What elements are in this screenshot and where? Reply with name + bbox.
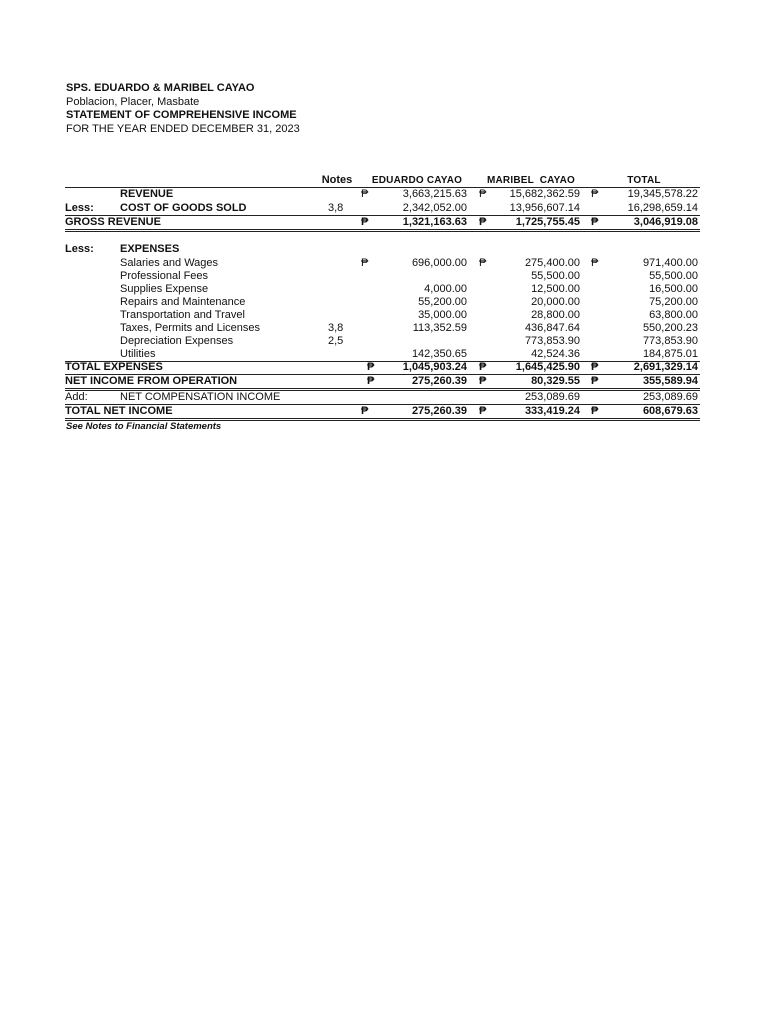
peso-symbol: ₱ [591,216,599,228]
peso-symbol: ₱ [367,361,375,373]
value-total: 3,046,919.08 [633,216,698,228]
entity-name: SPS. EDUARDO & MARIBEL CAYAO [66,82,255,94]
value-total: 773,853.90 [642,335,698,347]
row-label: EXPENSES [120,243,180,255]
rule-after-gross [65,229,700,232]
value-maribel: 1,725,755.45 [515,216,580,228]
value-total: 19,345,578.22 [627,188,698,200]
peso-symbol: ₱ [591,257,599,269]
value-total: 75,200.00 [649,296,698,308]
peso-symbol: ₱ [361,188,369,200]
footnote: See Notes to Financial Statements [66,421,222,432]
row-label: TOTAL EXPENSES [65,361,163,373]
value-eduardo: 1,321,163.63 [402,216,467,228]
value-maribel: 80,329.55 [531,375,580,387]
column-header-total: TOTAL [627,175,661,186]
value-total: 608,679.63 [642,405,698,417]
value-maribel: 333,419.24 [524,405,580,417]
row-label: Depreciation Expenses [120,335,234,347]
value-eduardo: 35,000.00 [418,309,467,321]
row-notes: 3,8 [328,322,344,334]
value-maribel: 15,682,362.59 [509,188,580,200]
row-label: GROSS REVENUE [65,216,161,228]
peso-symbol: ₱ [479,188,487,200]
row-label: Supplies Expense [120,283,209,295]
peso-symbol: ₱ [479,257,487,269]
peso-symbol: ₱ [591,361,599,373]
peso-symbol: ₱ [479,405,487,417]
value-maribel: 1,645,425.90 [515,361,580,373]
value-eduardo: 4,000.00 [424,283,467,295]
value-total: 2,691,329.14 [633,361,698,373]
value-eduardo: 275,260.39 [411,405,467,417]
row-label: NET INCOME FROM OPERATION [65,375,238,387]
row-label: COST OF GOODS SOLD [120,202,247,214]
value-maribel: 12,500.00 [531,283,580,295]
row-notes: 2,5 [328,335,344,347]
row-label: NET COMPENSATION INCOME [120,391,281,403]
peso-symbol: ₱ [361,405,369,417]
value-total: 355,589.94 [642,375,698,387]
value-total: 253,089.69 [642,391,698,403]
income-statement-table [65,174,700,424]
value-maribel: 13,956,607.14 [509,202,580,214]
statement-period: FOR THE YEAR ENDED DECEMBER 31, 2023 [66,123,300,135]
value-maribel: 20,000.00 [531,296,580,308]
row-label: Professional Fees [120,270,209,282]
value-maribel: 55,500.00 [531,270,580,282]
row-notes: 3,8 [328,202,344,214]
value-total: 184,875.01 [642,348,698,360]
peso-symbol: ₱ [361,257,369,269]
value-maribel: 253,089.69 [524,391,580,403]
value-total: 55,500.00 [649,270,698,282]
value-maribel: 773,853.90 [524,335,580,347]
value-total: 16,500.00 [649,283,698,295]
row-prefix: Less: [65,202,94,214]
row-prefix: Less: [65,243,94,255]
peso-symbol: ₱ [367,375,375,387]
row-prefix: Add: [65,391,88,403]
row-label: Transportation and Travel [120,309,245,321]
peso-symbol: ₱ [361,216,369,228]
value-eduardo: 55,200.00 [418,296,467,308]
column-header-eduardo: EDUARDO CAYAO [371,175,463,186]
value-eduardo: 142,350.65 [411,348,467,360]
peso-symbol: ₱ [479,375,487,387]
column-header-notes: Notes [321,174,353,186]
row-label: TOTAL NET INCOME [65,405,173,417]
value-maribel: 42,524.36 [531,348,580,360]
row-label: Repairs and Maintenance [120,296,246,308]
value-eduardo: 113,352.59 [412,322,467,334]
value-maribel: 436,847.64 [524,322,580,334]
value-total: 63,800.00 [649,309,698,321]
value-eduardo: 3,663,215.63 [402,188,467,200]
peso-symbol: ₱ [479,361,487,373]
value-eduardo: 1,045,903.24 [402,361,467,373]
statement-title: STATEMENT OF COMPREHENSIVE INCOME [66,109,297,121]
value-maribel: 28,800.00 [531,309,580,321]
peso-symbol: ₱ [591,405,599,417]
peso-symbol: ₱ [479,216,487,228]
row-label: REVENUE [120,188,174,200]
value-eduardo: 696,000.00 [411,257,467,269]
peso-symbol: ₱ [591,375,599,387]
row-label: Salaries and Wages [120,257,219,269]
value-total: 971,400.00 [642,257,698,269]
value-maribel: 275,400.00 [524,257,580,269]
value-total: 550,200.23 [642,322,698,334]
entity-address: Poblacion, Placer, Masbate [66,96,200,108]
value-total: 16,298,659.14 [627,202,698,214]
peso-symbol: ₱ [591,188,599,200]
column-header-maribel: MARIBEL CAYAO [486,175,575,186]
value-eduardo: 2,342,052.00 [402,202,467,214]
row-label: Taxes, Permits and Licenses [120,322,261,334]
row-label: Utilities [120,348,156,360]
value-eduardo: 275,260.39 [411,375,467,387]
